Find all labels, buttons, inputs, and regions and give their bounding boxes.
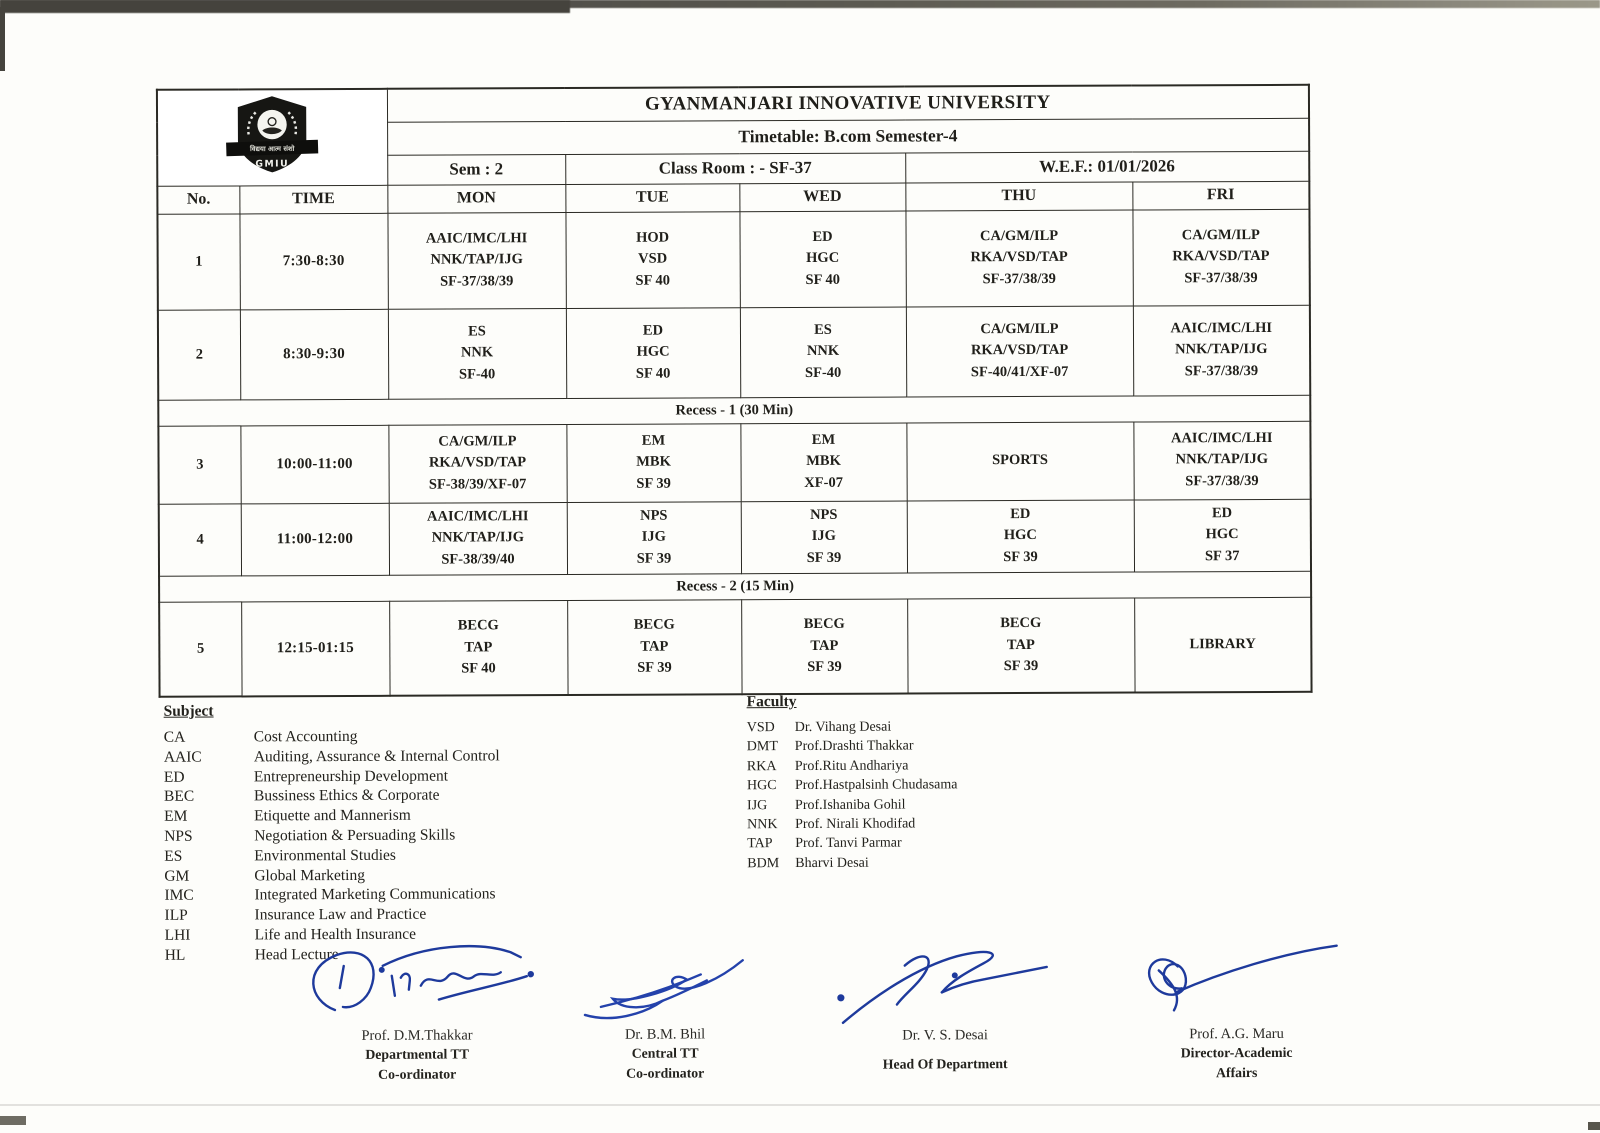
subject-item <box>164 765 744 787</box>
sem-label: Sem : 2 <box>387 154 565 185</box>
cell-line: ED <box>812 228 833 245</box>
time-slot: 8:30-9:30 <box>240 309 388 400</box>
cell-line: NNK/TAP/IJG <box>431 529 525 546</box>
cell-tue-3 <box>566 423 740 502</box>
faculty-name: Prof. Tanvi Parmar <box>795 835 902 852</box>
cell-line: CA/GM/ILP <box>1181 226 1260 244</box>
subject-name: Cost Accounting <box>253 727 358 746</box>
cell-line: MBK <box>806 453 841 470</box>
row-number: 1 <box>157 213 239 309</box>
cell-line: BECG <box>633 616 675 633</box>
subject-name: Etiquette and Mannerism <box>254 806 411 825</box>
faculty-code: VSD <box>746 720 775 736</box>
cell-line: BECG <box>803 615 845 632</box>
signature-block-departmental-tt <box>292 939 543 1085</box>
cell-line: AAIC/IMC/LHI <box>426 507 529 525</box>
subject-name: Integrated Marketing Communications <box>254 885 496 904</box>
faculty-code: BDM <box>747 855 780 872</box>
cell-line: SF-40 <box>458 366 496 383</box>
cell-mon-1 <box>387 212 565 309</box>
cell-thu-1 <box>905 210 1132 307</box>
cell-line: SF-37/38/39 <box>440 272 514 290</box>
cell-line: MBK <box>636 453 671 470</box>
cell-line: NNK <box>806 343 840 360</box>
cell-line: ED <box>1211 504 1233 521</box>
cell-line: RKA/VSD/TAP <box>970 249 1068 266</box>
faculty-legend <box>747 691 1208 873</box>
classroom-label: Class Room : - SF-37 <box>565 153 905 184</box>
signatory-name: Prof. A.G. Maru <box>1189 1025 1284 1043</box>
subject-code: LHI <box>164 926 191 944</box>
cell-wed-4 <box>741 501 907 574</box>
cell-line: TAP <box>1006 636 1035 653</box>
timetable-row-1 <box>157 209 1309 310</box>
cell-line: SF 39 <box>636 550 672 567</box>
col-header-fri: FRI <box>1132 181 1309 210</box>
subject-item <box>164 785 744 807</box>
cell-line: AAIC/IMC/LHI <box>1170 429 1273 447</box>
subject-item <box>164 804 744 826</box>
col-header-wed: WED <box>739 183 905 212</box>
cell-line: ES <box>814 321 832 338</box>
time-slot: 12:15-01:15 <box>241 601 389 697</box>
cell-line: BECG <box>1000 614 1042 632</box>
subject-code: GM <box>164 867 190 885</box>
cell-line: SF-38/39/40 <box>441 550 515 568</box>
cell-mon-5 <box>389 600 567 696</box>
faculty-item <box>747 852 1207 873</box>
cell-line: AAIC/IMC/LHI <box>425 229 528 247</box>
faculty-item <box>747 813 1207 834</box>
signatory-name: Prof. D.M.Thakkar <box>361 1027 473 1044</box>
subject-code: HL <box>164 946 186 964</box>
cell-line: IJG <box>811 528 836 545</box>
university-title: GYANMANJARI INNOVATIVE UNIVERSITY <box>387 85 1309 122</box>
cell-line: BECG <box>457 617 499 634</box>
cell-line: SF-37/38/39 <box>1184 362 1259 380</box>
subject-name: Negotiation & Persuading Skills <box>254 826 456 845</box>
signature-mark <box>297 939 537 1026</box>
signature-block-director <box>1124 936 1350 1084</box>
subject-code: NPS <box>164 827 193 845</box>
faculty-item <box>747 774 1207 795</box>
cell-line: SF-40 <box>804 364 842 381</box>
faculty-name: Bharvi Desai <box>795 855 869 871</box>
time-slot: 7:30-8:30 <box>239 213 387 310</box>
cell-line: HGC <box>636 343 670 360</box>
cell-line: SF-37/38/39 <box>1184 269 1258 287</box>
cell-tue-5 <box>567 599 741 695</box>
cell-fri-4 <box>1134 499 1311 572</box>
cell-line: SF 39 <box>1003 548 1038 565</box>
svg-text:विद्यया आत्म संशो: विद्यया आत्म संशो <box>250 144 295 153</box>
timetable-row-5 <box>159 597 1311 697</box>
subject-code: ES <box>164 847 183 865</box>
cell-line: IJG <box>641 528 666 545</box>
cell-line: XF-07 <box>804 474 843 491</box>
signatory-name: Dr. V. S. Desai <box>902 1027 988 1044</box>
time-slot: 10:00-11:00 <box>240 425 388 504</box>
cell-line: EM <box>641 432 666 449</box>
subject-code: ILP <box>164 906 188 924</box>
signature-mark <box>835 935 1055 1026</box>
cell-line: NPS <box>810 506 838 523</box>
cell-line: SF 39 <box>807 658 842 675</box>
cell-fri-1 <box>1132 209 1309 306</box>
cell-fri-2 <box>1133 305 1310 396</box>
subject-item <box>164 884 744 906</box>
logo-acronym: GMIU <box>255 158 290 170</box>
subject-name: Global Marketing <box>254 866 366 884</box>
cell-line: NNK/TAP/IJG <box>1175 451 1269 468</box>
subject-code: ED <box>163 768 185 786</box>
signature-mark <box>575 952 755 1025</box>
subject-code: AAIC <box>163 748 202 766</box>
cell-line: ES <box>468 323 486 340</box>
faculty-code: NNK <box>747 817 778 833</box>
subject-name: Bussiness Ethics & Corporate <box>253 786 440 805</box>
signature-mark <box>1131 936 1341 1025</box>
cell-line: ED <box>1010 505 1031 522</box>
subject-code: BEC <box>163 788 195 806</box>
signatory-role: Departmental TT <box>365 1046 469 1062</box>
timetable-row-4 <box>159 499 1311 576</box>
cell-line: LIBRARY <box>1189 635 1256 652</box>
subject-legend <box>164 700 745 965</box>
cell-line: RKA/VSD/TAP <box>428 454 527 471</box>
signature-block-central-tt <box>570 952 761 1084</box>
cell-line: TAP <box>464 638 493 655</box>
cell-line: SF 39 <box>637 659 672 676</box>
cell-line: TAP <box>640 638 669 655</box>
signatory-role: Central TT <box>631 1045 699 1061</box>
subject-name: Insurance Law and Practice <box>254 905 427 924</box>
signatory-role: Head Of Department <box>882 1056 1008 1072</box>
subject-name: Head Lecture <box>254 945 339 964</box>
cell-line: RKA/VSD/TAP <box>970 342 1069 359</box>
signatory-role: Co-ordinator <box>378 1066 457 1082</box>
wef-label: W.E.F.: 01/01/2026 <box>905 151 1309 183</box>
row-number: 4 <box>159 503 241 575</box>
cell-line: CA/GM/ILP <box>980 320 1059 337</box>
cell-line: CA/GM/ILP <box>979 227 1059 244</box>
faculty-item <box>747 736 1207 757</box>
row-number: 2 <box>158 309 240 399</box>
cell-line: AAIC/IMC/LHI <box>1170 319 1273 337</box>
signatory-name: Dr. B.M. Bhil <box>624 1026 706 1043</box>
subject-code: EM <box>164 807 188 825</box>
cell-wed-2 <box>740 307 906 398</box>
subject-item <box>164 903 744 925</box>
col-header-mon: MON <box>387 184 565 213</box>
cell-line: NNK/TAP/IJG <box>1175 341 1268 358</box>
faculty-code: TAP <box>747 836 773 852</box>
cell-line: SF-38/39/XF-07 <box>428 475 527 493</box>
faculty-code: IJG <box>747 797 768 813</box>
cell-line: VSD <box>638 250 668 267</box>
col-header-thu: THU <box>905 182 1132 211</box>
cell-line: SF 39 <box>1003 657 1039 675</box>
faculty-code: RKA <box>746 758 777 775</box>
cell-line: HGC <box>1003 527 1037 544</box>
cell-line: SF-40/41/XF-07 <box>970 363 1069 381</box>
cell-line: EM <box>811 431 836 448</box>
university-logo-cell <box>157 89 387 186</box>
faculty-name: Prof.Drashti Thakkar <box>794 738 914 755</box>
cell-line: ED <box>642 322 664 339</box>
signatory-role: Co-ordinator <box>626 1065 705 1081</box>
cell-thu-3 <box>906 422 1133 501</box>
signatory-role: Director-Academic <box>1180 1044 1293 1061</box>
cell-line: NNK <box>460 344 494 361</box>
faculty-heading: Faculty <box>746 693 797 711</box>
faculty-code: DMT <box>746 739 778 755</box>
subject-item <box>164 844 744 866</box>
subject-name: Entrepreneurship Development <box>253 767 449 785</box>
subject-heading: Subject <box>163 702 214 720</box>
cell-thu-2 <box>906 306 1133 397</box>
cell-mon-3 <box>388 424 566 503</box>
cell-line: SF-37/38/39 <box>1185 472 1259 490</box>
signatory-role: Affairs <box>1215 1065 1258 1081</box>
subject-name: Auditing, Assurance & Internal Control <box>253 747 500 766</box>
university-logo <box>213 93 331 178</box>
col-header-tue: TUE <box>565 183 739 212</box>
cell-tue-4 <box>567 501 741 574</box>
signature-block-hod <box>830 935 1061 1075</box>
faculty-name: Prof.Ishaniba Gohil <box>795 797 906 813</box>
cell-tue-2 <box>566 307 740 398</box>
cell-line: SF 37 <box>1204 547 1240 564</box>
timetable-title: Timetable: B.com Semester-4 <box>387 118 1309 155</box>
cell-line: SF-37/38/39 <box>982 270 1056 287</box>
cell-line: HGC <box>806 250 840 267</box>
cell-line: HOD <box>636 229 670 246</box>
cell-line: SF 39 <box>636 475 671 492</box>
subject-item <box>164 725 744 747</box>
cell-line: SF 40 <box>461 660 496 677</box>
cell-line: SF 40 <box>635 365 671 382</box>
faculty-item <box>747 755 1207 776</box>
faculty-name: Prof. Nirali Khodifad <box>795 816 916 833</box>
cell-mon-4 <box>389 502 567 575</box>
subject-item <box>164 864 744 886</box>
recess-row-2: Recess - 2 (15 Min) <box>159 571 1311 602</box>
cell-line: TAP <box>810 637 839 654</box>
cell-thu-5 <box>907 598 1134 694</box>
cell-line: NPS <box>640 507 668 524</box>
cell-line: NNK/TAP/IJG <box>430 251 523 268</box>
cell-tue-1 <box>565 211 739 308</box>
cell-line: SF 39 <box>806 549 842 566</box>
faculty-name: Dr. Vihang Desai <box>794 719 892 736</box>
cell-line: CA/GM/ILP <box>438 432 517 450</box>
faculty-name: Prof.Ritu Andhariya <box>794 758 909 774</box>
subject-code: CA <box>163 728 186 746</box>
faculty-item <box>747 794 1207 815</box>
cell-line: RKA/VSD/TAP <box>1172 248 1270 265</box>
cell-fri-3 <box>1133 421 1310 500</box>
cell-line: SF 40 <box>805 271 841 288</box>
cell-fri-5 <box>1134 597 1311 693</box>
subject-name: Environmental Studies <box>254 846 396 865</box>
subject-name: Life and Health Insurance <box>254 925 417 944</box>
cell-wed-1 <box>739 211 905 308</box>
timetable <box>156 84 1313 698</box>
cell-wed-3 <box>740 423 906 502</box>
cell-line: HGC <box>1205 526 1239 543</box>
row-number: 3 <box>158 425 240 503</box>
cell-mon-2 <box>388 308 566 399</box>
timetable-row-2 <box>158 305 1310 400</box>
cell-line: SPORTS <box>992 452 1049 469</box>
subject-item <box>164 745 744 767</box>
cell-thu-4 <box>907 500 1134 573</box>
timetable-row-3 <box>158 421 1310 504</box>
faculty-item <box>747 716 1207 737</box>
time-slot: 11:00-12:00 <box>241 503 389 576</box>
row-number: 5 <box>159 601 241 696</box>
subject-code: IMC <box>164 887 194 905</box>
recess-row-1: Recess - 1 (30 Min) <box>158 395 1310 426</box>
subject-item <box>164 824 744 846</box>
cell-wed-5 <box>741 599 907 695</box>
col-header-no: No. <box>157 185 239 213</box>
faculty-item <box>747 833 1207 854</box>
faculty-code: HGC <box>746 778 777 794</box>
cell-line: SF 40 <box>635 272 671 289</box>
faculty-name: Prof.Hastpalsinh Chudasama <box>794 777 958 794</box>
col-header-time: TIME <box>239 185 387 214</box>
